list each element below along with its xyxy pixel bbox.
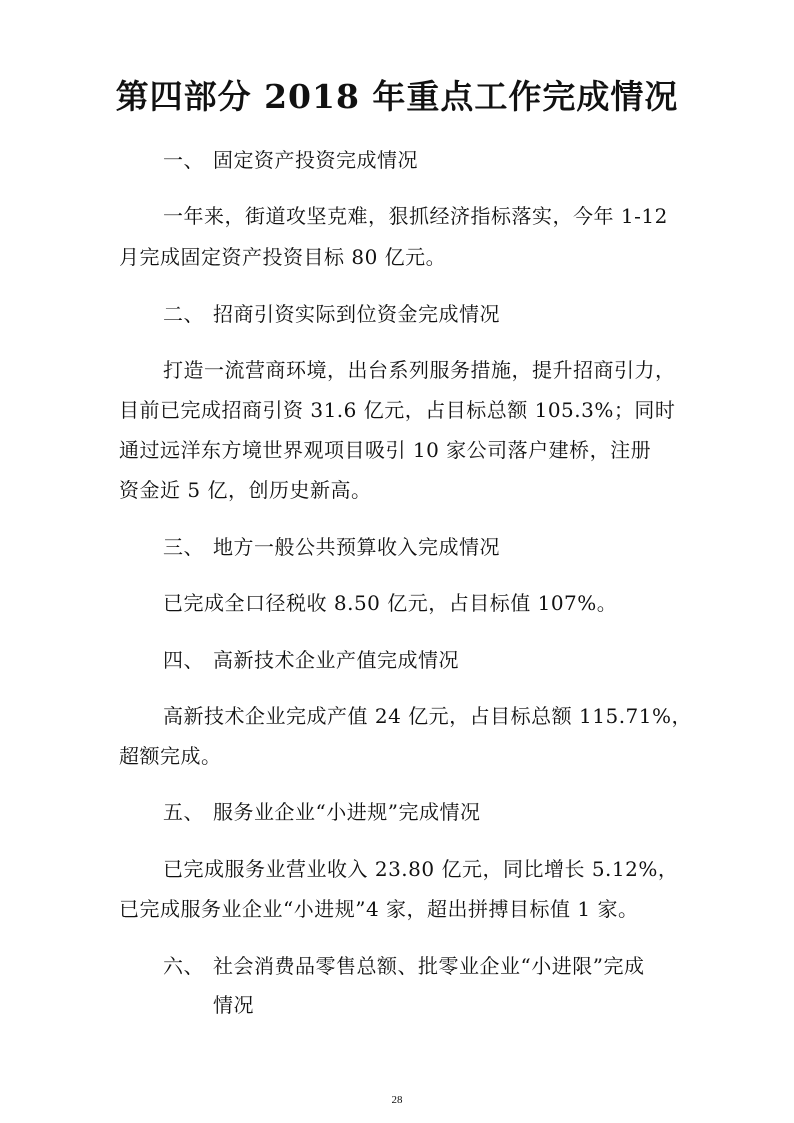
section-heading-3	[163, 533, 500, 561]
section-heading-6	[163, 952, 644, 980]
body-line: 打造一流营商环境，出台系列服务措施，提升招商引力，	[163, 358, 676, 382]
section-number: 五、	[163, 800, 204, 824]
section-heading-text: 招商引资实际到位资金完成情况	[213, 302, 500, 326]
page-number: 28	[391, 1094, 403, 1106]
body-line: 已完成服务业企业“小进规”4 家，超出拼搏目标值 1 家。	[119, 897, 639, 921]
section-number: 三、	[163, 535, 204, 559]
section-heading-text: 服务业企业“小进规”完成情况	[213, 800, 481, 824]
section-heading-text: 社会消费品零售总额、批零业企业“小进限”完成	[213, 954, 645, 978]
body-line: 月完成固定资产投资目标 80 亿元。	[119, 245, 447, 269]
body-line: 超额完成。	[119, 744, 222, 768]
body-line: 高新技术企业完成产值 24 亿元，占目标总额 115.71%，	[163, 704, 693, 728]
body-line: 已完成服务业营业收入 23.80 亿元，同比增长 5.12%，	[163, 857, 679, 881]
section-number: 二、	[163, 302, 204, 326]
section-number: 四、	[163, 648, 204, 672]
body-line: 通过远洋东方境世界观项目吸引 10 家公司落户建桥，注册	[119, 438, 652, 462]
section-number: 一、	[163, 148, 204, 172]
section-heading-text: 固定资产投资完成情况	[213, 148, 418, 172]
section-heading-text: 地方一般公共预算收入完成情况	[213, 535, 500, 559]
page-title: 第四部分 2018 年重点工作完成情况	[115, 77, 679, 116]
section-heading-2	[163, 300, 500, 328]
body-line: 资金近 5 亿，创历史新高。	[119, 478, 372, 502]
section-heading-5	[163, 798, 480, 826]
section-heading-continued: 情况	[213, 993, 254, 1017]
section-heading-text: 高新技术企业产值完成情况	[213, 648, 459, 672]
body-line: 一年来，街道攻坚克难，狠抓经济指标落实，今年 1-12	[163, 204, 668, 228]
body-line: 目前已完成招商引资 31.6 亿元，占目标总额 105.3%；同时	[119, 398, 676, 422]
section-number: 六、	[163, 954, 204, 978]
body-line: 已完成全口径税收 8.50 亿元，占目标值 107%。	[163, 591, 618, 615]
section-heading-4	[163, 646, 459, 674]
section-heading-1	[163, 146, 418, 174]
